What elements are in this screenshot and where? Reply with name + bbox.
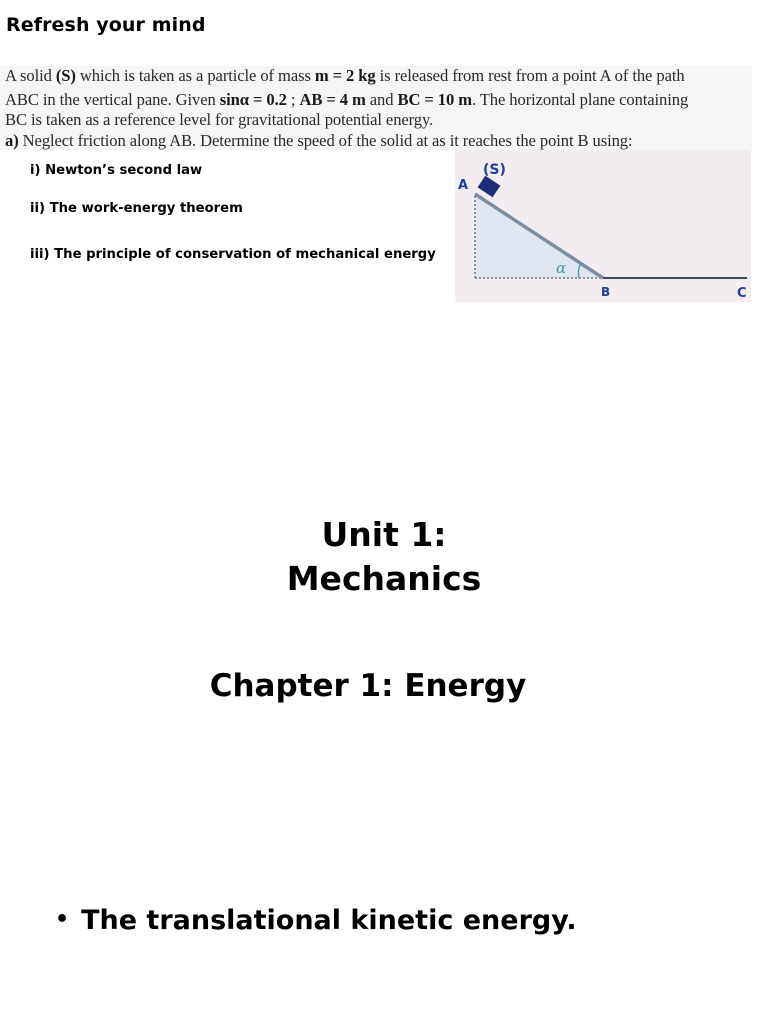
mass-value: m = 2 kg [314, 66, 376, 85]
bullet-item [55, 905, 577, 936]
incline-diagram [455, 150, 751, 302]
method-work-energy: ii) The work-energy theorem [30, 201, 243, 216]
unit-number: Unit 1: [321, 515, 447, 554]
text-fragment: and [365, 90, 398, 109]
problem-line-3: BC is taken as a reference level for gravitational potential energy. [5, 110, 434, 129]
ab-length: AB = 4 m [299, 90, 366, 109]
text-fragment: ; [286, 90, 300, 109]
question-label: a) [5, 131, 19, 150]
heading-refresh: Refresh your mind [6, 14, 206, 36]
unit-name: Mechanics [286, 559, 482, 598]
incline-figure [455, 150, 751, 302]
bc-length: BC = 10 m [397, 90, 472, 109]
point-a-label: A [458, 178, 469, 193]
text-fragment: is released from rest from a point A of the path [375, 66, 685, 85]
method-conservation: iii) The principle of conservation of mechanical energy [30, 247, 436, 262]
solid-symbol: (S) [55, 66, 76, 85]
problem-line-1 [5, 66, 685, 86]
method-newton: i) Newton’s second law [30, 163, 203, 178]
bullet-text: The translational kinetic energy. [81, 905, 577, 936]
bullet-point: • [55, 907, 70, 932]
solid-label: (S) [483, 162, 506, 178]
text-fragment: ABC in the vertical pane. Given [5, 90, 220, 109]
text-fragment: . The horizontal plane containing [471, 90, 689, 109]
sine-value: sinα = 0.2 [219, 90, 287, 109]
problem-statement [0, 66, 752, 150]
chapter-title: Chapter 1: Energy [209, 668, 527, 704]
solid-block [478, 176, 501, 198]
problem-line-4 [5, 131, 633, 151]
point-c-label: C [737, 286, 747, 301]
question-text: Neglect friction along AB. Determine the speed of the solid at as it reaches the point B using: [18, 131, 633, 150]
text-fragment: A solid [5, 66, 56, 85]
point-b-label: B [601, 285, 611, 299]
angle-label: α [556, 259, 567, 277]
text-fragment: which is taken as a particle of mass [75, 66, 315, 85]
problem-line-2 [5, 90, 688, 110]
